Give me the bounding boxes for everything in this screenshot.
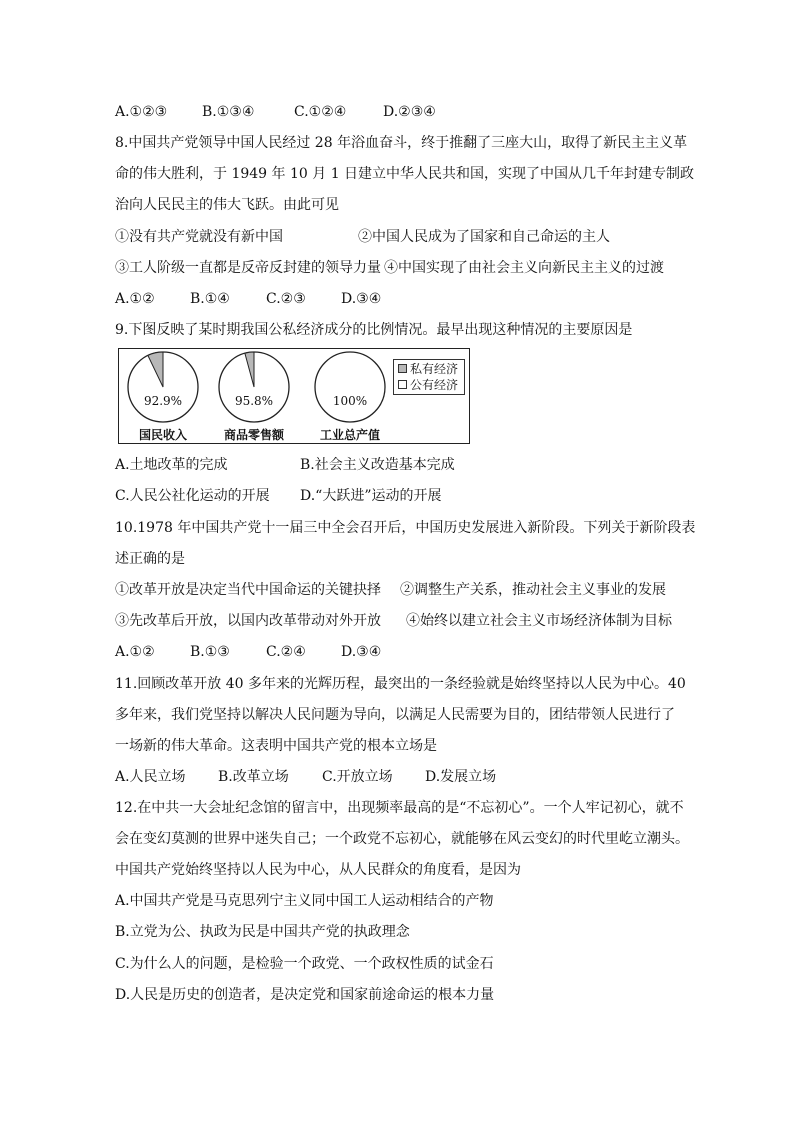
q12-option-b[interactable]: B.立党为公、执政为民是中国共产党的执政理念 bbox=[115, 924, 410, 940]
q9-option-d[interactable]: D.“大跃进”运动的开展 bbox=[300, 488, 442, 504]
q12-stem-line-1: 12.在中共一大会址纪念馆的留言中，出现频率最高的是“不忘初心”。一个人牢记初心，就不 bbox=[115, 800, 684, 816]
q9-option-b[interactable]: B.社会主义改造基本完成 bbox=[300, 457, 455, 473]
legend-item-public bbox=[394, 376, 464, 392]
legend-item-private bbox=[394, 360, 464, 376]
q8-option-c[interactable]: C.②③ bbox=[266, 291, 306, 307]
q8-stem-line-2: 命的伟大胜利，于 1949 年 10 月 1 日建立中华人民共和国，实现了中国从几千年封建专制政 bbox=[115, 166, 695, 182]
q8-stem-line-3: 治向人民民主的伟大飞跃。由此可见 bbox=[115, 197, 339, 213]
legend-swatch-private bbox=[398, 364, 407, 373]
q11-stem-line-1: 11.回顾改革开放 40 多年来的光辉历程，最突出的一条经验就是始终坚持以人民为中心。40 bbox=[115, 676, 686, 692]
q7-option-b[interactable]: B.①③④ bbox=[202, 104, 255, 120]
pie-chart-figure bbox=[118, 348, 470, 444]
q8-option-a[interactable]: A.①② bbox=[115, 291, 155, 307]
q10-stem-line-1: 10.1978 年中国共产党十一届三中全会召开后，中国历史发展进入新阶段。下列关于新阶段表 bbox=[115, 520, 696, 536]
q9-stem: 9.下图反映了某时期我国公私经济成分的比例情况。最早出现这种情况的主要原因是 bbox=[115, 322, 633, 338]
q12-stem-line-2: 会在变幻莫测的世界中迷失自己；一个政党不忘初心，就能够在风云变幻的时代里屹立潮头。 bbox=[115, 831, 689, 847]
q8-statement-3: ③工人阶级一直都是反帝反封建的领导力量 bbox=[115, 260, 381, 276]
q11-stem-line-3: 一场新的伟大革命。这表明中国共产党的根本立场是 bbox=[115, 738, 437, 754]
q7-option-c[interactable]: C.①②④ bbox=[294, 104, 347, 120]
q10-statement-2: ②调整生产关系，推动社会主义事业的发展 bbox=[400, 582, 666, 598]
legend-label-private: 私有经济 bbox=[410, 361, 459, 376]
pie-3-public-slice bbox=[315, 352, 385, 422]
legend-swatch-public bbox=[398, 380, 407, 389]
q12-option-a[interactable]: A.中国共产党是马克思列宁主义同中国工人运动相结合的产物 bbox=[115, 893, 494, 909]
q10-option-d[interactable]: D.③④ bbox=[341, 644, 382, 660]
q11-option-a[interactable]: A.人民立场 bbox=[115, 769, 186, 785]
legend-label-public: 公有经济 bbox=[410, 377, 459, 392]
q12-stem-line-3: 中国共产党始终坚持以人民为中心，从人民群众的角度看，是因为 bbox=[115, 862, 521, 878]
q11-option-d[interactable]: D.发展立场 bbox=[425, 769, 497, 785]
q10-statement-3: ③先改革后开放，以国内改革带动对外开放 bbox=[115, 613, 381, 629]
chart-legend bbox=[393, 359, 465, 395]
q10-statement-4: ④始终以建立社会主义市场经济体制为目标 bbox=[406, 613, 672, 629]
q12-option-c[interactable]: C.为什么人的问题，是检验一个政党、一个政权性质的试金石 bbox=[115, 956, 494, 972]
pie-1-category-label: 国民收入 bbox=[138, 428, 188, 442]
q7-option-a[interactable]: A.①②③ bbox=[115, 104, 168, 120]
q10-statement-1: ①改革开放是决定当代中国命运的关键抉择 bbox=[115, 582, 381, 598]
q11-option-c[interactable]: C.开放立场 bbox=[322, 769, 393, 785]
pie-2-category-label: 商品零售额 bbox=[223, 428, 285, 442]
pie-3-category-label: 工业总产值 bbox=[319, 428, 381, 442]
q8-statement-4: ④中国实现了由社会主义向新民主主义的过渡 bbox=[384, 260, 664, 276]
q8-statement-1: ①没有共产党就没有新中国 bbox=[115, 229, 283, 245]
q11-stem-line-2: 多年来，我们党坚持以解决人民问题为导向，以满足人民需要为目的，团结带领人民进行了 bbox=[115, 707, 675, 723]
q10-option-a[interactable]: A.①② bbox=[115, 644, 155, 660]
q11-option-b[interactable]: B.改革立场 bbox=[218, 769, 289, 785]
q7-option-d[interactable]: D.②③④ bbox=[383, 104, 436, 120]
q8-option-b[interactable]: B.①④ bbox=[190, 291, 230, 307]
q10-option-c[interactable]: C.②④ bbox=[266, 644, 306, 660]
q9-option-c[interactable]: C.人民公社化运动的开展 bbox=[115, 488, 270, 504]
pie-1-value-label: 92.9% bbox=[143, 394, 183, 408]
q8-statement-2: ②中国人民成为了国家和自己命运的主人 bbox=[358, 229, 610, 245]
q8-stem-line-1: 8.中国共产党领导中国人民经过 28 年浴血奋斗，终于推翻了三座大山，取得了新民主主义革 bbox=[115, 135, 688, 151]
q9-option-a[interactable]: A.土地改革的完成 bbox=[115, 457, 228, 473]
q10-option-b[interactable]: B.①③ bbox=[190, 644, 230, 660]
q10-stem-line-2: 述正确的是 bbox=[115, 551, 185, 567]
q8-option-d[interactable]: D.③④ bbox=[341, 291, 382, 307]
pie-2-value-label: 95.8% bbox=[234, 394, 274, 408]
q12-option-d[interactable]: D.人民是历史的创造者，是决定党和国家前途命运的根本力量 bbox=[115, 987, 495, 1003]
pie-3-value-label: 100% bbox=[332, 394, 368, 408]
